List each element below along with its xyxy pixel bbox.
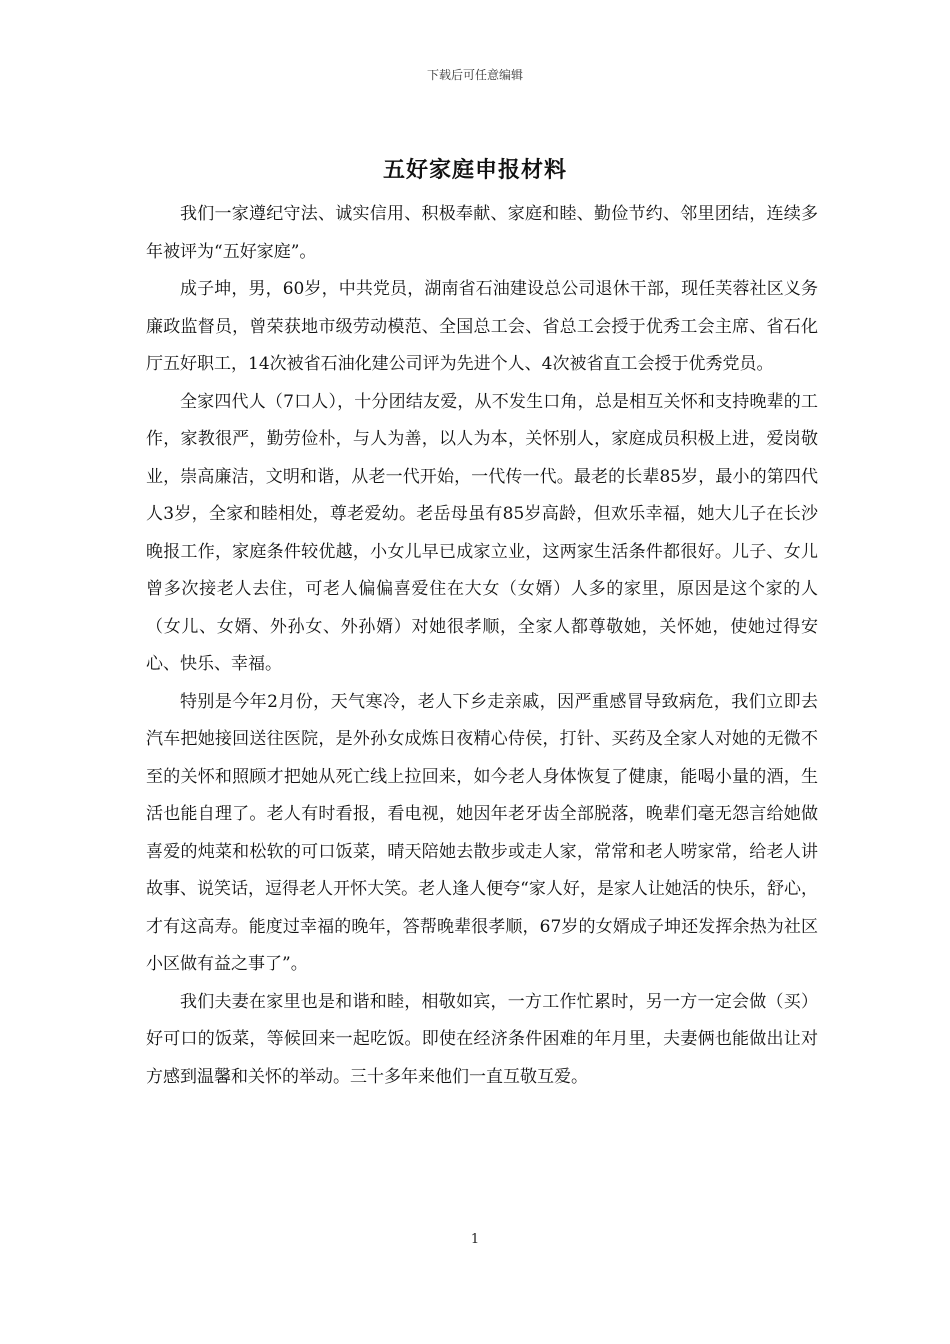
paragraph-family: 全家四代人（7口人），十分团结友爱，从不发生口角，总是相互关怀和支持晚辈的工作，家教很严，勤劳俭朴，与人为善，以人为本，关怀别人，家庭成员积极上进，爱岗敬业，崇高廉洁，文明和谐，从老一代开始，一代传一代。最老的长辈85岁，最小的第四代人3岁，全家和睦相处，尊老爱幼。老岳母虽有85岁高龄，但欢乐幸福，她大儿子在长沙晚报工作，家庭条件较优越，小女儿早已成家立业，这两家生活条件都很好。儿子、女儿曾多次接老人去住，可老人偏偏喜爱住在大女（女婿）人多的家里，原因是这个家的人（女儿、女婿、外孙女、外孙婿）对她很孝顺，全家人都尊敬她，关怀她，使她过得安心、快乐、幸福。 — [146, 391, 818, 674]
document-body — [146, 196, 818, 1096]
paragraph-intro: 我们一家遵纪守法、诚实信用、积极奉献、家庭和睦、勤俭节约、邻里团结，连续多年被评为“五好家庭”。 — [146, 204, 818, 262]
paragraph-member-profile: 成子坤，男，60岁，中共党员，湖南省石油建设总公司退休干部，现任芙蓉社区义务廉政监督员，曾荣获地市级劳动模范、全国总工会、省总工会授于优秀工会主席、省石化厅五好职工，14次被省石油化建公司评为先进个人、4次被省直工会授于优秀党员。 — [146, 279, 818, 374]
paragraph-elder-care: 特别是今年2月份，天气寒冷，老人下乡走亲戚，因严重感冒导致病危，我们立即去汽车把她接回送往医院，是外孙女成炼日夜精心侍侯，打针、买药及全家人对她的无微不至的关怀和照顾才把她从死亡线上拉回来，如今老人身体恢复了健康，能喝小量的酒，生活也能自理了。老人有时看报，看电视，她因年老牙齿全部脱落，晚辈们毫无怨言给她做喜爱的炖菜和松软的可口饭菜，晴天陪她去散步或走人家，常常和老人唠家常，给老人讲故事、说笑话，逗得老人开怀大笑。老人逢人便夸“家人好，是家人让她活的快乐，舒心，才有这高寿。能度过幸福的晚年，答帮晚辈很孝顺，67岁的女婿成子坤还发挥余热为社区小区做有益之事了”。 — [146, 691, 818, 974]
page-number: 1 — [470, 1232, 480, 1247]
page-header-note: 下载后可任意编辑 — [426, 68, 523, 82]
document-title: 五好家庭申报材料 — [382, 157, 567, 183]
paragraph-couple: 我们夫妻在家里也是和谐和睦，相敬如宾，一方工作忙累时，另一方一定会做（买）好可口的饭菜，等候回来一起吃饭。即使在经济条件困难的年月里，夫妻俩也能做出让对方感到温馨和关怀的举动。三十多年来他们一直互敬互爱。 — [146, 991, 818, 1087]
